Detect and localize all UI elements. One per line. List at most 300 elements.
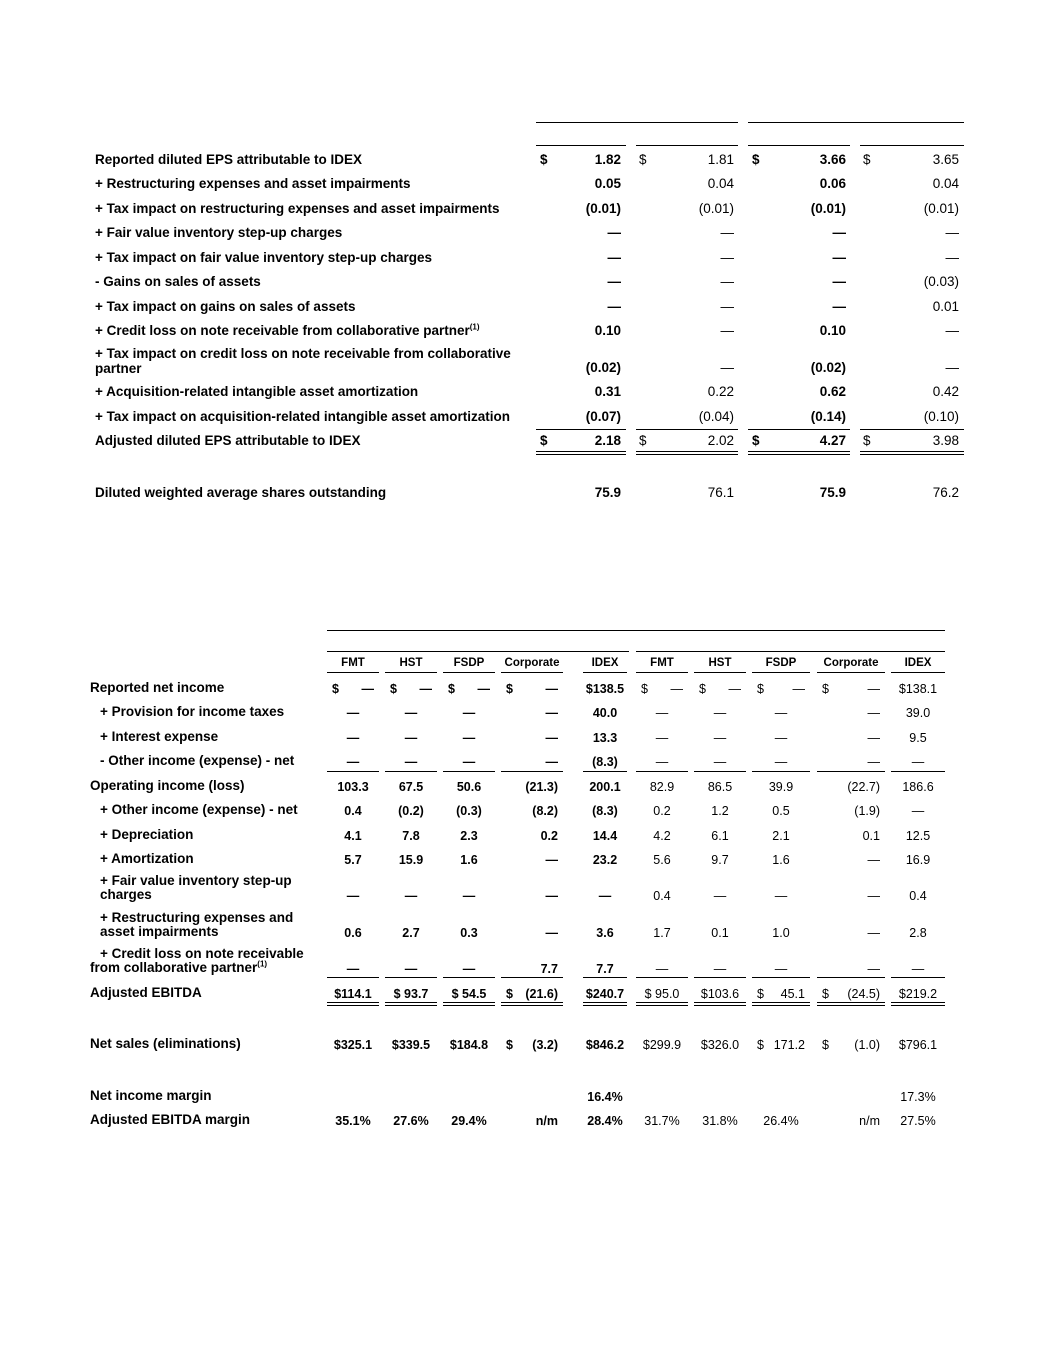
cell-value: 4.2	[653, 829, 671, 843]
cell-value: —	[655, 706, 669, 720]
row-label: + Credit loss on note receivable from collaborative partner$^{(1)}$	[95, 322, 480, 338]
currency-symbol: $	[757, 987, 764, 1001]
row-label: + Acquisition-related intangible asset amortization	[95, 384, 419, 399]
divider	[501, 672, 563, 673]
cell-value: $138.1	[898, 682, 938, 696]
cell-value: —	[545, 853, 558, 867]
row-label: + Fair value inventory step-up charges	[100, 873, 292, 902]
segment-header: FSDP	[453, 657, 485, 669]
divider	[385, 977, 437, 978]
cell-value: (0.02)	[810, 360, 846, 375]
cell-value: 1.2	[711, 804, 729, 818]
cell-value: 1.81	[707, 152, 734, 167]
cell-value: 5.6	[653, 853, 671, 867]
segment-header: FMT	[341, 657, 365, 669]
cell-value: 26.4%	[763, 1114, 799, 1128]
cell-value: 28.4%	[587, 1114, 623, 1128]
cell-value: 2.7	[402, 926, 420, 940]
cell-value: 86.5	[707, 780, 733, 794]
divider	[694, 672, 746, 673]
cell-value: 39.9	[768, 780, 794, 794]
cell-value: 15.9	[398, 853, 424, 867]
divider	[327, 651, 629, 652]
row-label: Net income margin	[90, 1088, 212, 1103]
cell-value: 40.0	[592, 706, 618, 720]
divider	[443, 771, 495, 772]
cell-value: (0.01)	[810, 201, 846, 216]
cell-value: —	[404, 755, 418, 769]
cell-value: 9.7	[711, 853, 729, 867]
cell-value: 2.18	[594, 433, 621, 448]
cell-value: 4.1	[344, 829, 362, 843]
currency-symbol: $	[390, 682, 397, 696]
cell-value: —	[774, 706, 788, 720]
row-label: Net sales (eliminations)	[90, 1036, 241, 1051]
cell-value: (8.2)	[532, 804, 558, 818]
cell-value: 0.4	[344, 804, 362, 818]
cell-value: —	[720, 360, 734, 375]
divider	[636, 771, 688, 772]
divider	[752, 672, 810, 673]
divider	[636, 651, 945, 652]
cell-value: —	[346, 889, 360, 903]
cell-value: 0.1	[862, 829, 880, 843]
currency-symbol: $	[757, 682, 764, 696]
cell-value: 50.6	[456, 780, 482, 794]
cell-value: —	[607, 274, 621, 289]
divider	[536, 429, 626, 430]
cell-value: —	[720, 250, 734, 265]
cell-value: 0.04	[707, 176, 734, 191]
cell-value: (0.02)	[585, 360, 621, 375]
cell-value: 76.2	[932, 485, 959, 500]
row-label: Operating income (loss)	[90, 778, 245, 793]
currency-symbol: $	[448, 682, 455, 696]
cell-value: 0.01	[932, 299, 959, 314]
cell-value: 3.98	[932, 433, 959, 448]
cell-value: 0.42	[932, 384, 959, 399]
cell-value: 12.5	[905, 829, 931, 843]
cell-value: 0.4	[909, 889, 927, 903]
currency-symbol: $	[699, 682, 706, 696]
double-divider	[443, 1002, 495, 1006]
cell-value: (0.14)	[810, 409, 846, 424]
currency-symbol: $	[506, 987, 513, 1001]
row-label: + Tax impact on acquisition-related intangible asset amortization	[95, 409, 510, 424]
row-label: Diluted weighted average shares outstanding	[95, 485, 387, 500]
row-label: - Other income (expense) - net	[100, 753, 295, 768]
currency-symbol: $	[641, 682, 648, 696]
cell-value: —	[462, 755, 476, 769]
cell-value: 200.1	[589, 780, 621, 794]
divider	[636, 977, 688, 978]
row-label: + Tax impact on credit loss on note receivable from collaborative partner	[95, 346, 511, 376]
row-label: + Depreciation	[100, 827, 194, 842]
cell-value: (1.9)	[854, 804, 880, 818]
cell-value: 0.2	[653, 804, 671, 818]
cell-value: 76.1	[707, 485, 734, 500]
cell-value: $184.8	[449, 1038, 489, 1052]
cell-value: 3.65	[932, 152, 959, 167]
cell-value: 3.66	[819, 152, 846, 167]
cell-value: —	[462, 706, 476, 720]
cell-value: 1.7	[653, 926, 671, 940]
cell-value: —	[945, 360, 959, 375]
cell-value: 7.8	[402, 829, 420, 843]
row-label: + Restructuring expenses and asset impairments	[95, 176, 411, 191]
cell-value: $796.1	[898, 1038, 938, 1052]
divider	[327, 977, 379, 978]
row-label: + Other income (expense) - net	[100, 802, 298, 817]
currency-symbol: $	[752, 433, 760, 448]
cell-value: —	[346, 706, 360, 720]
cell-value: 7.7	[596, 962, 614, 976]
cell-value: 103.3	[337, 780, 369, 794]
cell-value: 2.1	[772, 829, 790, 843]
currency-symbol: $	[863, 433, 871, 448]
divider	[385, 771, 437, 772]
currency-symbol: $	[863, 152, 871, 167]
row-label: Reported diluted EPS attributable to IDEX	[95, 152, 363, 167]
double-divider	[636, 1002, 688, 1006]
cell-value: —	[911, 962, 925, 976]
cell-value: —	[346, 731, 360, 745]
cell-value: —	[713, 962, 727, 976]
cell-value: (0.01)	[698, 201, 734, 216]
cell-value: (8.3)	[592, 755, 618, 769]
cell-value: —	[728, 682, 741, 696]
cell-value: 2.3	[460, 829, 478, 843]
cell-value: —	[774, 889, 788, 903]
divider	[583, 672, 627, 673]
cell-value: n/m	[859, 1114, 880, 1128]
cell-value: (1.0)	[854, 1038, 880, 1052]
cell-value: 2.8	[909, 926, 927, 940]
cell-value: 171.2	[773, 1038, 805, 1052]
cell-value: $ 95.0	[644, 987, 680, 1001]
cell-value: $299.9	[642, 1038, 682, 1052]
divider	[327, 771, 379, 772]
cell-value: 75.9	[819, 485, 846, 500]
currency-symbol: $	[506, 1038, 513, 1052]
divider	[817, 977, 885, 978]
cell-value: $103.6	[700, 987, 740, 1001]
cell-value: —	[462, 731, 476, 745]
cell-value: —	[346, 755, 360, 769]
cell-value: 0.62	[819, 384, 846, 399]
cell-value: —	[607, 250, 621, 265]
cell-value: 45.1	[780, 987, 805, 1001]
cell-value: —	[713, 889, 727, 903]
double-divider	[860, 451, 964, 455]
cell-value: —	[607, 225, 621, 240]
cell-value: 35.1%	[335, 1114, 371, 1128]
row-label: - Gains on sales of assets	[95, 274, 261, 289]
cell-value: 16.4%	[587, 1090, 623, 1104]
cell-value: 0.6	[344, 926, 362, 940]
currency-symbol: $	[332, 682, 339, 696]
cell-value: 2.02	[707, 433, 734, 448]
cell-value: —	[867, 962, 880, 976]
segment-header: Corporate	[504, 657, 560, 669]
segment-header: HST	[708, 657, 732, 669]
cell-value: $846.2	[585, 1038, 625, 1052]
cell-value: (0.3)	[456, 804, 482, 818]
divider	[583, 977, 627, 978]
double-divider	[385, 1002, 437, 1006]
cell-value: 186.6	[902, 780, 934, 794]
currency-symbol: $	[639, 433, 647, 448]
cell-value: 1.6	[772, 853, 790, 867]
divider	[752, 771, 810, 772]
cell-value: 0.04	[932, 176, 959, 191]
double-divider	[817, 1002, 885, 1006]
divider	[583, 771, 627, 772]
divider	[752, 977, 810, 978]
cell-value: 17.3%	[900, 1090, 936, 1104]
divider	[636, 145, 738, 146]
cell-value: 75.9	[594, 485, 621, 500]
cell-value: 0.10	[819, 323, 846, 338]
cell-value: —	[545, 731, 558, 745]
cell-value: 6.1	[711, 829, 729, 843]
cell-value: 3.6	[596, 926, 614, 940]
cell-value: —	[867, 706, 880, 720]
cell-value: (21.3)	[525, 780, 558, 794]
currency-symbol: $	[540, 433, 548, 448]
cell-value: 0.31	[594, 384, 621, 399]
divider	[501, 977, 563, 978]
divider	[891, 771, 945, 772]
currency-symbol: $	[822, 1038, 829, 1052]
cell-value: 13.3	[592, 731, 618, 745]
divider	[748, 122, 964, 123]
cell-value: —	[867, 682, 880, 696]
currency-symbol: $	[822, 987, 829, 1001]
divider	[694, 771, 746, 772]
cell-value: $339.5	[391, 1038, 431, 1052]
cell-value: —	[655, 731, 669, 745]
row-label: + Tax impact on fair value inventory step-up charges	[95, 250, 432, 265]
segment-header: IDEX	[904, 657, 932, 669]
cell-value: —	[774, 755, 788, 769]
cell-value: 27.6%	[393, 1114, 429, 1128]
row-label: + Amortization	[100, 851, 194, 866]
cell-value: —	[545, 926, 558, 940]
cell-value: —	[792, 682, 805, 696]
divider	[636, 429, 738, 430]
currency-symbol: $	[752, 152, 760, 167]
cell-value: 31.8%	[702, 1114, 738, 1128]
double-divider	[636, 451, 738, 455]
cell-value: $114.1	[334, 987, 372, 1001]
cell-value: —	[867, 853, 880, 867]
cell-value: 14.4	[592, 829, 618, 843]
cell-value: 1.82	[594, 152, 621, 167]
cell-value: 67.5	[398, 780, 424, 794]
cell-value: 82.9	[649, 780, 675, 794]
double-divider	[583, 1002, 627, 1006]
row-label: + Interest expense	[100, 729, 219, 744]
cell-value: (0.01)	[585, 201, 621, 216]
divider	[891, 977, 945, 978]
cell-value: (22.7)	[847, 780, 880, 794]
cell-value: —	[832, 299, 846, 314]
cell-value: 0.06	[819, 176, 846, 191]
double-divider	[536, 451, 626, 455]
divider	[327, 630, 945, 631]
cell-value: —	[545, 682, 558, 696]
row-label: + Fair value inventory step-up charges	[95, 225, 343, 240]
cell-value: —	[867, 731, 880, 745]
cell-value: $138.5	[585, 682, 625, 696]
cell-value: —	[361, 682, 374, 696]
double-divider	[752, 1002, 810, 1006]
cell-value: 0.2	[540, 829, 558, 843]
divider	[860, 429, 964, 430]
cell-value: —	[545, 755, 558, 769]
currency-symbol: $	[506, 682, 513, 696]
cell-value: —	[945, 250, 959, 265]
cell-value: —	[404, 962, 418, 976]
double-divider	[891, 1002, 945, 1006]
cell-value: $240.7	[585, 987, 625, 1001]
cell-value: (3.2)	[532, 1038, 558, 1052]
cell-value: —	[598, 889, 612, 903]
cell-value: (24.5)	[847, 987, 880, 1001]
cell-value: $ 93.7	[393, 987, 429, 1001]
cell-value: —	[713, 706, 727, 720]
cell-value: 23.2	[592, 853, 618, 867]
cell-value: 0.5	[772, 804, 790, 818]
segment-header: FMT	[650, 657, 674, 669]
cell-value: —	[774, 962, 788, 976]
divider	[443, 672, 495, 673]
cell-value: —	[670, 682, 683, 696]
row-label: + Credit loss on note receivable from collaborative partner$^{(1)}$	[90, 946, 304, 975]
cell-value: —	[713, 755, 727, 769]
currency-symbol: $	[757, 1038, 764, 1052]
divider	[694, 977, 746, 978]
segment-header: IDEX	[591, 657, 619, 669]
segment-header: HST	[399, 657, 423, 669]
divider	[536, 122, 738, 123]
cell-value: (0.01)	[923, 201, 959, 216]
cell-value: 29.4%	[451, 1114, 487, 1128]
cell-value: 0.3	[460, 926, 478, 940]
cell-value: —	[462, 889, 476, 903]
cell-value: 39.0	[905, 706, 931, 720]
cell-value: —	[832, 274, 846, 289]
cell-value: —	[545, 889, 558, 903]
cell-value: 27.5%	[900, 1114, 936, 1128]
cell-value: —	[867, 755, 880, 769]
cell-value: —	[911, 804, 925, 818]
cell-value: 7.7	[540, 962, 558, 976]
cell-value: (0.10)	[923, 409, 959, 424]
cell-value: —	[346, 962, 360, 976]
cell-value: 0.05	[594, 176, 621, 191]
double-divider	[501, 1002, 563, 1006]
divider	[748, 145, 850, 146]
cell-value: —	[720, 323, 734, 338]
cell-value: —	[404, 889, 418, 903]
cell-value: 5.7	[344, 853, 362, 867]
divider	[327, 672, 379, 673]
cell-value: —	[404, 706, 418, 720]
cell-value: —	[720, 274, 734, 289]
divider	[636, 672, 688, 673]
row-label: + Provision for income taxes	[100, 704, 285, 719]
cell-value: 0.4	[653, 889, 671, 903]
divider	[817, 771, 885, 772]
double-divider	[327, 1002, 379, 1006]
cell-value: —	[867, 889, 880, 903]
cell-value: —	[713, 731, 727, 745]
cell-value: $326.0	[700, 1038, 740, 1052]
divider	[443, 977, 495, 978]
cell-value: —	[832, 225, 846, 240]
cell-value: 0.1	[711, 926, 729, 940]
cell-value: 9.5	[909, 731, 927, 745]
cell-value: 1.6	[460, 853, 478, 867]
cell-value: (0.2)	[398, 804, 424, 818]
cell-value: $325.1	[333, 1038, 373, 1052]
double-divider	[748, 451, 850, 455]
divider	[536, 145, 626, 146]
cell-value: —	[462, 962, 476, 976]
cell-value: 4.27	[819, 433, 846, 448]
cell-value: (8.3)	[592, 804, 618, 818]
cell-value: 1.0	[772, 926, 790, 940]
divider	[891, 672, 945, 673]
cell-value: —	[477, 682, 490, 696]
double-divider	[694, 1002, 746, 1006]
cell-value: —	[545, 706, 558, 720]
divider	[501, 771, 563, 772]
segment-header: FSDP	[765, 657, 797, 669]
row-label: Reported net income	[90, 680, 225, 695]
cell-value: —	[720, 299, 734, 314]
row-label: Adjusted diluted EPS attributable to IDEX	[95, 433, 361, 448]
cell-value: —	[607, 299, 621, 314]
cell-value: 0.22	[707, 384, 734, 399]
cell-value: $219.2	[898, 987, 938, 1001]
divider	[817, 672, 885, 673]
row-label: + Tax impact on gains on sales of assets	[95, 299, 356, 314]
cell-value: —	[832, 250, 846, 265]
cell-value: $ 54.5	[451, 987, 487, 1001]
cell-value: —	[945, 323, 959, 338]
cell-value: 16.9	[905, 853, 931, 867]
cell-value: n/m	[535, 1114, 558, 1128]
cell-value: —	[720, 225, 734, 240]
segment-header: Corporate	[823, 657, 879, 669]
cell-value: —	[655, 755, 669, 769]
cell-value: —	[419, 682, 432, 696]
currency-symbol: $	[822, 682, 829, 696]
row-label: Adjusted EBITDA margin	[90, 1112, 251, 1127]
cell-value: 0.10	[594, 323, 621, 338]
cell-value: 31.7%	[644, 1114, 680, 1128]
divider	[385, 672, 437, 673]
currency-symbol: $	[639, 152, 647, 167]
cell-value: —	[774, 731, 788, 745]
cell-value: —	[867, 926, 880, 940]
cell-value: (21.6)	[525, 987, 558, 1001]
cell-value: —	[911, 755, 925, 769]
cell-value: —	[404, 731, 418, 745]
